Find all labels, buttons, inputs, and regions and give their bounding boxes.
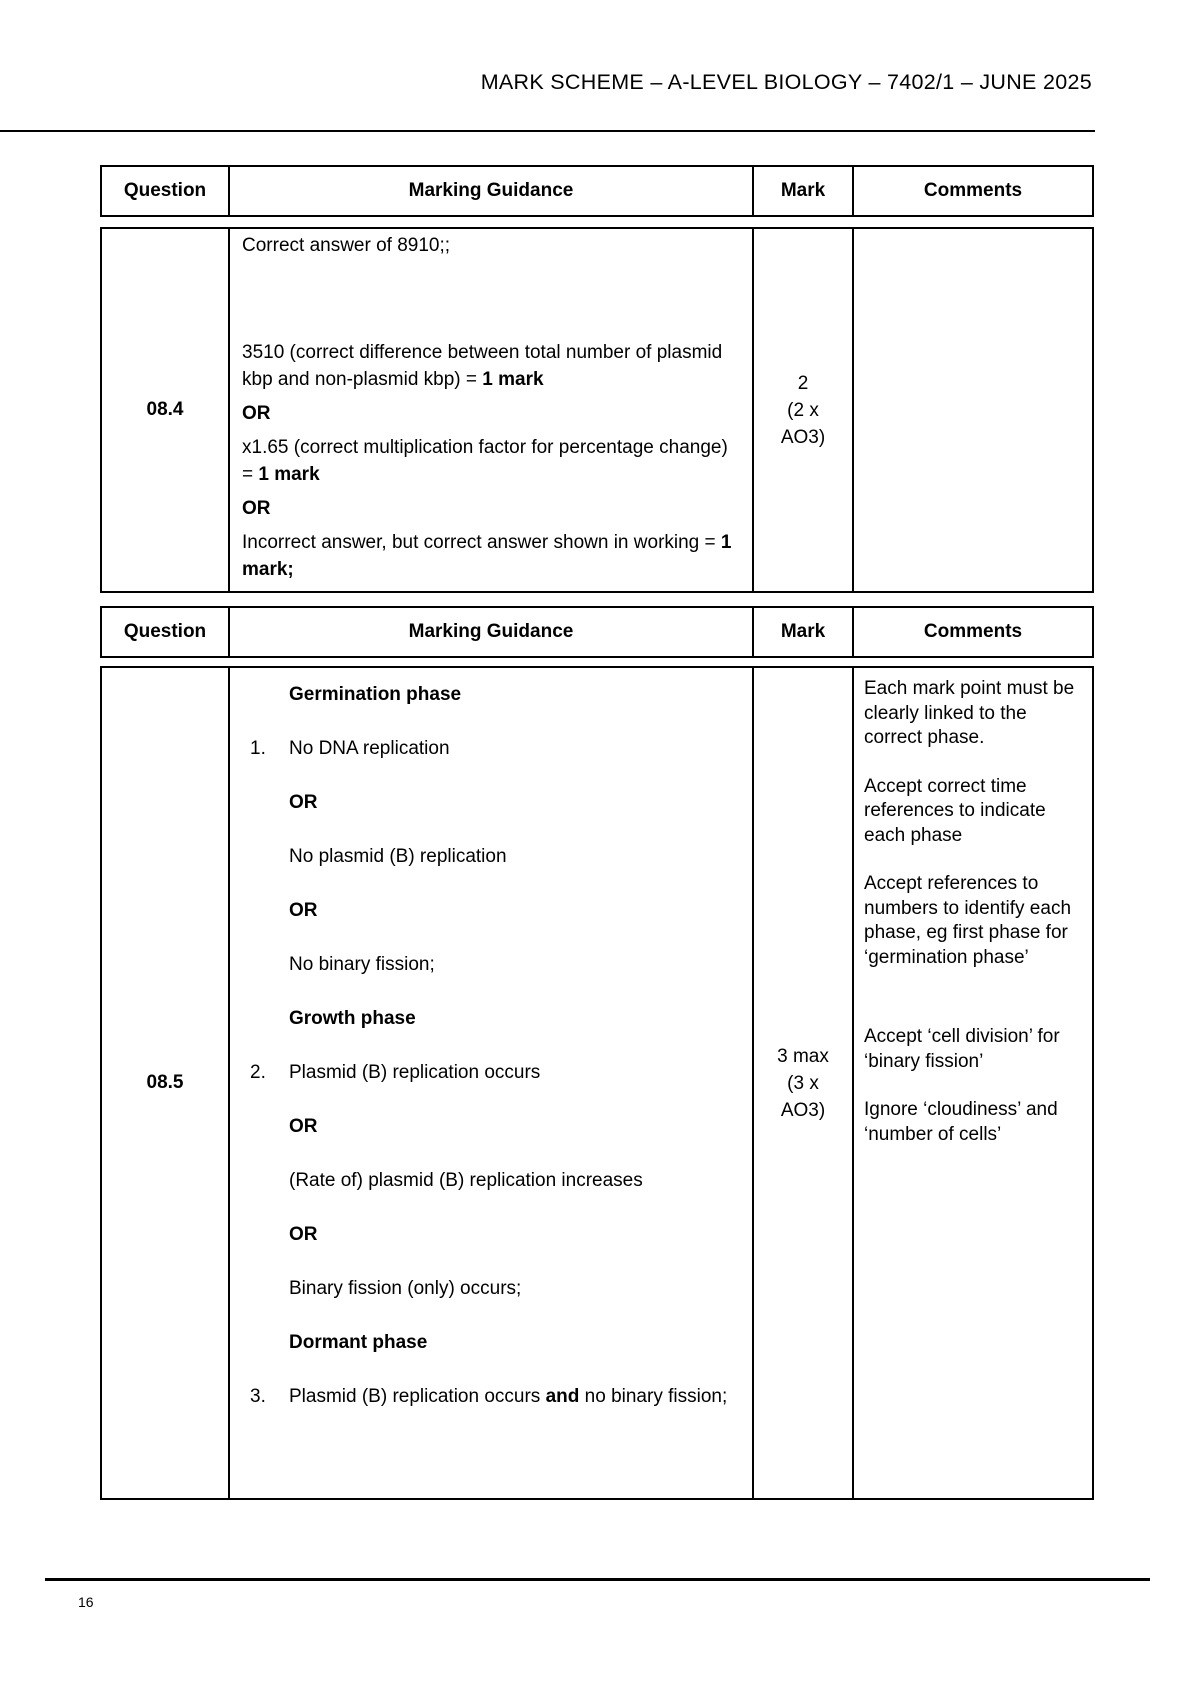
- guidance-text: 3510 (correct difference between total number of plasmid kbp and non-plasmid kbp) =: [242, 342, 723, 390]
- column-header-question: Question: [101, 607, 229, 657]
- guidance-text: Incorrect answer, but correct answer shown in working =: [242, 532, 721, 553]
- item-text: [289, 1383, 738, 1410]
- guidance-line: [242, 434, 742, 488]
- page-header-title: MARK SCHEME – A-LEVEL BIOLOGY – 7402/1 – JUNE 2025: [480, 70, 1092, 94]
- guidance-bold-text: 1 mark: [258, 464, 320, 485]
- table-085-header: [100, 606, 1094, 658]
- guidance-line: Correct answer of 8910;;: [242, 235, 451, 256]
- phase-heading: Dormant phase: [289, 1332, 428, 1353]
- mark-scheme-tables: [100, 165, 1092, 1500]
- marking-guidance-cell: [229, 228, 753, 592]
- guidance-or: OR: [289, 792, 318, 813]
- guidance-line: No plasmid (B) replication: [289, 846, 507, 867]
- question-number: 08.4: [146, 399, 184, 420]
- guidance-line: [242, 339, 742, 393]
- item-number: 3.: [250, 1386, 266, 1407]
- guidance-line: Binary fission (only) occurs;: [289, 1278, 522, 1299]
- guidance-or: OR: [242, 498, 271, 519]
- question-number-cell: [101, 667, 229, 1499]
- item-text: No DNA replication: [289, 738, 450, 759]
- item-text-pre: Plasmid (B) replication occurs: [289, 1386, 546, 1407]
- mark-line: (3 x: [787, 1072, 819, 1094]
- phase-heading: Growth phase: [289, 1008, 416, 1029]
- column-header-marking-guidance: Marking Guidance: [229, 166, 753, 216]
- guidance-bold-text: 1 mark: [482, 369, 544, 390]
- guidance-or: OR: [242, 403, 271, 424]
- guidance-numbered-item: [250, 1383, 738, 1410]
- mark-line: 3 max: [777, 1045, 829, 1067]
- comments-cell-empty: [853, 228, 1093, 592]
- column-header-marking-guidance: Marking Guidance: [229, 607, 753, 657]
- column-header-question: Question: [101, 166, 229, 216]
- mark-cell: [753, 667, 853, 1499]
- item-text-post: no binary fission;: [579, 1386, 728, 1407]
- guidance-line: (Rate of) plasmid (B) replication increases: [289, 1170, 643, 1191]
- column-header-comments: Comments: [853, 166, 1093, 216]
- comment-line: Each mark point must be clearly linked to the correct phase.: [864, 678, 1075, 748]
- guidance-or: OR: [289, 900, 318, 921]
- marking-guidance-cell: [229, 667, 753, 1499]
- footer-rule: [45, 1578, 1150, 1581]
- mark-line: AO3): [780, 426, 826, 448]
- comment-line: Accept correct time references to indicate each phase: [864, 775, 1046, 846]
- comments-cell: [853, 667, 1093, 1499]
- table-084-body: [100, 227, 1094, 593]
- mark-cell: [753, 228, 853, 592]
- guidance-bold-text: 1 mark;: [242, 532, 732, 580]
- comment-line: Accept references to numbers to identify each phase, eg first phase for ‘germination phase’: [864, 873, 1072, 968]
- column-header-comments: Comments: [853, 607, 1093, 657]
- guidance-numbered-item: [250, 1059, 738, 1086]
- table-row-084: [101, 228, 1093, 592]
- question-number-cell: [101, 228, 229, 592]
- header-rule: [0, 130, 1095, 132]
- column-header-mark: Mark: [753, 166, 853, 216]
- table-085-body: [100, 666, 1094, 1500]
- guidance-or: OR: [289, 1224, 318, 1245]
- comments-content: [854, 668, 1092, 1147]
- mark-line: (2 x: [787, 399, 819, 421]
- guidance-numbered-item: [250, 735, 738, 762]
- column-header-row: [101, 607, 1093, 657]
- guidance-line: No binary fission;: [289, 954, 435, 975]
- item-number: 2.: [250, 1062, 266, 1083]
- page-number: 16: [78, 1594, 94, 1610]
- column-header-mark: Mark: [753, 607, 853, 657]
- table-row-085: [101, 667, 1093, 1499]
- item-text: Plasmid (B) replication occurs: [289, 1062, 541, 1083]
- guidance-text: x1.65 (correct multiplication factor for percentage change) =: [242, 437, 728, 485]
- mark-line: AO3): [780, 1099, 826, 1121]
- item-number: 1.: [250, 738, 266, 759]
- phase-heading: Germination phase: [289, 684, 462, 705]
- item-text-bold: and: [545, 1386, 580, 1407]
- guidance-or: OR: [289, 1116, 318, 1137]
- column-header-row: [101, 166, 1093, 216]
- table-084-header: [100, 165, 1094, 217]
- mark-line: 2: [797, 372, 809, 394]
- guidance-line: [242, 529, 742, 583]
- comment-line: Accept ‘cell division’ for ‘binary fission’: [864, 1026, 1060, 1072]
- question-number: 08.5: [146, 1072, 184, 1093]
- comment-line: Ignore ‘cloudiness’ and ‘number of cells’: [864, 1099, 1058, 1145]
